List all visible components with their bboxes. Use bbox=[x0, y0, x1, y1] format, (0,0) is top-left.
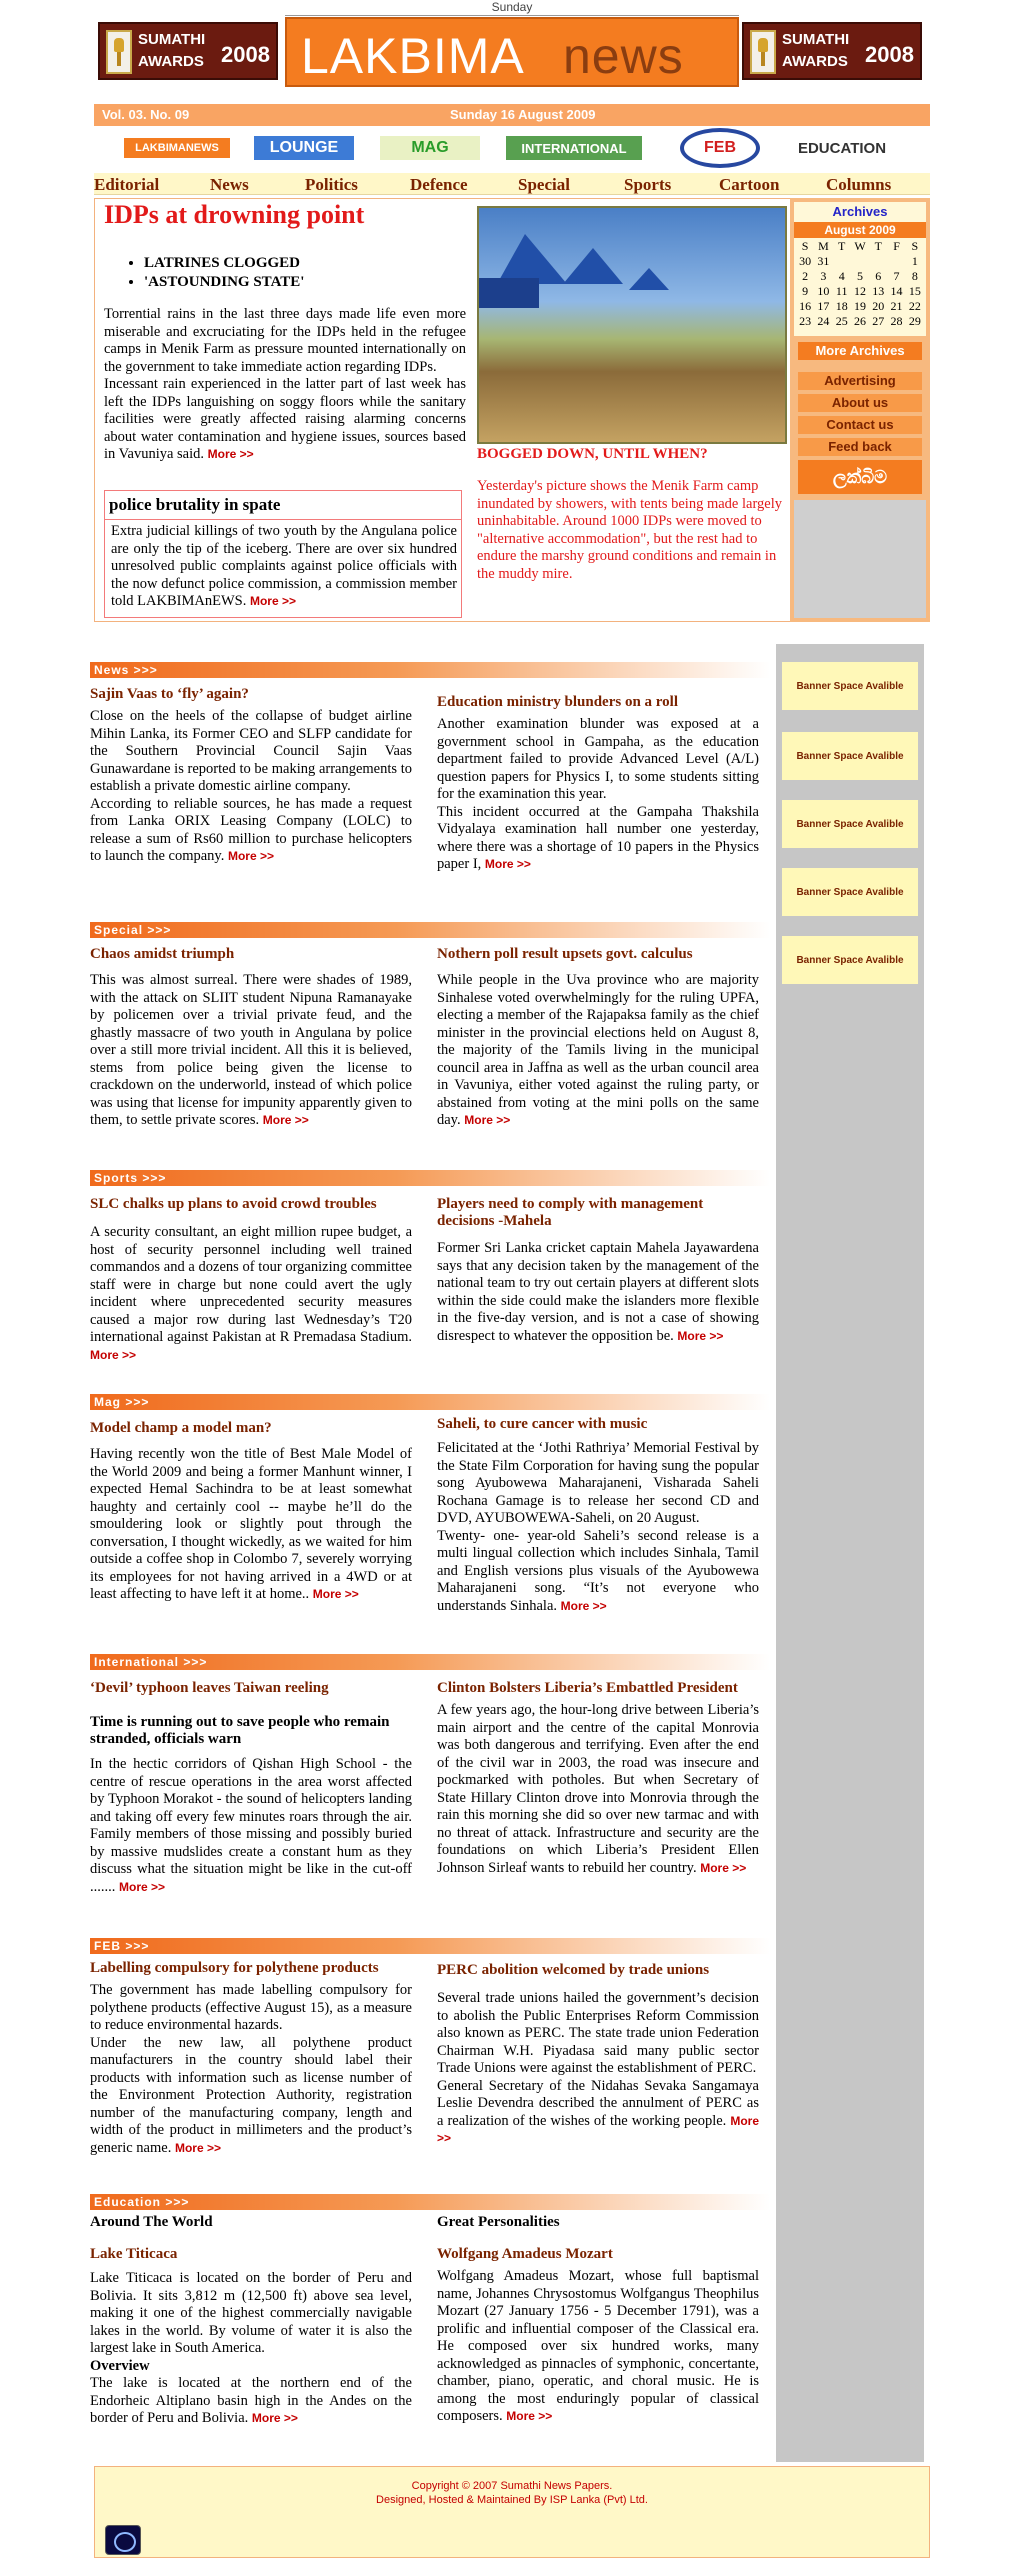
calendar-day[interactable]: 24 bbox=[817, 314, 830, 328]
section-bar-news[interactable] bbox=[90, 662, 770, 678]
lead-more-link[interactable]: More >> bbox=[207, 447, 254, 461]
section-bar-international[interactable] bbox=[90, 1654, 770, 1670]
article-headline[interactable]: Saheli, to cure cancer with music bbox=[437, 1416, 648, 1432]
section-label: Sports >>> bbox=[94, 1171, 167, 1185]
article-headline[interactable]: Players need to comply with management decisions -Mahela bbox=[437, 1196, 704, 1229]
calendar-day[interactable]: 29 bbox=[908, 314, 921, 328]
masthead-sunday: Sunday bbox=[285, 0, 739, 16]
calendar-day[interactable]: 23 bbox=[799, 314, 812, 328]
calendar-day[interactable]: 31 bbox=[817, 254, 830, 268]
article-paragraph: This incident occurred at the Gampaha Thakshila Vidyalaya examination hall number one yesterday, where there was a shortage of 10 papers in the Physics paper I, bbox=[437, 803, 759, 872]
feedback-link[interactable]: Feed back bbox=[798, 438, 922, 456]
advertising-link[interactable]: Advertising bbox=[798, 372, 922, 390]
article-headline[interactable]: Education ministry blunders on a roll bbox=[437, 694, 679, 710]
weekday-label: S bbox=[911, 239, 919, 253]
lakbima-news-logo-link[interactable]: LAKBIMANEWS bbox=[124, 138, 230, 158]
article-paragraph: Another examination blunder was exposed at a government school in Gampaha, as the education department failed to provide Advanced Level (A/L) question papers for Physics I, to some students sitting for the examination this year. bbox=[437, 716, 759, 802]
masthead-word-lakbima: LAKBIMA bbox=[301, 28, 525, 84]
calendar-day[interactable]: 25 bbox=[835, 314, 848, 328]
article-body bbox=[437, 972, 759, 1130]
article-paragraph: The lake is located at the northern end of the Endorheic Altiplano basin high in the Andes on the border of Peru and Bolivia. bbox=[90, 2375, 412, 2426]
police-brutality-box bbox=[104, 490, 462, 618]
nav-editorial[interactable]: Editorial bbox=[94, 175, 160, 194]
article-body bbox=[437, 2268, 759, 2426]
article-body bbox=[90, 1756, 412, 1896]
calendar-day[interactable]: 11 bbox=[835, 284, 848, 298]
section-bar-special[interactable] bbox=[90, 922, 770, 938]
article-paragraph: This was almost surreal. There were shades of 1989, with the attack on SLIIT student Nipuna Ramanayake by policemen over a trivial private feud, and the ghastly massacre of two youth in Angulana by police over a still more trivial incident. All this it is believed, stems from police being given the license to crackdown on the underworld, instead of which police was using that license for impunity apparently given to them, to settle private scores. bbox=[90, 972, 412, 1128]
article-paragraph: Close on the heels of the collapse of budget airline Mihin Lanka, its Former CEO and SLFP candidate for the Southern Provincial Council Sajin Vaas Gunawardane is reported to be making arrangements to establish a private domestic airline company. bbox=[90, 708, 412, 794]
contact-us-link[interactable]: Contact us bbox=[798, 416, 922, 434]
feb-logo-link[interactable]: FEB bbox=[680, 128, 760, 168]
weekday-label: S bbox=[801, 239, 809, 253]
photo-heading: BOGGED DOWN, UNTIL WHEN? bbox=[477, 446, 708, 462]
isp-lanka-logo-icon[interactable] bbox=[105, 2525, 141, 2555]
calendar-day[interactable]: 4 bbox=[838, 269, 845, 283]
section-bar-education[interactable] bbox=[90, 2194, 770, 2210]
international-logo-link[interactable]: INTERNATIONAL bbox=[506, 136, 642, 160]
article-paragraph: According to reliable sources, he has made a request from Lanka ORIX Leasing Company (LOLC) to release a sum of Rs60 million to purchase helicopters to launch the company. bbox=[90, 795, 412, 864]
lead-bullet: • 'ASTOUNDING STATE' bbox=[144, 273, 304, 292]
more-link[interactable]: More >> bbox=[262, 1113, 309, 1127]
more-link[interactable]: More >> bbox=[506, 2409, 553, 2423]
article-body bbox=[90, 708, 412, 866]
archives-title[interactable]: Archives bbox=[832, 204, 888, 219]
nav-defence[interactable]: Defence bbox=[410, 175, 468, 194]
section-label: Mag >>> bbox=[94, 1395, 150, 1409]
award-line1: SUMATHI bbox=[782, 31, 850, 48]
calendar-day bbox=[833, 254, 851, 269]
article-paragraph: General Secretary of the Nidahas Sevaka Sangamaya Leslie Devendra described the annulment of PERC as a realization of the wishes of the working people. bbox=[437, 2077, 759, 2129]
article-body bbox=[437, 716, 759, 874]
flooded-camp-photo[interactable] bbox=[477, 206, 787, 444]
mag-logo-link[interactable]: MAG bbox=[380, 136, 480, 160]
spate-text: Extra judicial killings of two youth by the Angulana police are only the tip of the iceberg. There are over six hundred unresolved public complaints against police officials with the now defunct police commission, a commission member told LAKBIMAnEWS. bbox=[111, 523, 457, 609]
section-label: International >>> bbox=[94, 1655, 208, 1669]
more-link[interactable]: More >> bbox=[251, 2411, 298, 2425]
article-paragraph: Having recently won the title of Best Male Model of the World 2009 and being a former Manhunt winner, I expected Hemal Sachindra to be at least somewhat haughty and certainly cool -- maybe he’ll do the smouldering look or slightly pout through the conversation, I thought wickedly, as we waited for him outside a coffee shop in Colombo 7, severely worrying its employees for not having arrived in a 4WD or at least affecting to have left it at home.. bbox=[90, 1446, 412, 1602]
calendar-day[interactable]: 12 bbox=[853, 284, 866, 298]
footer bbox=[94, 2466, 930, 2558]
article-paragraph: Former Sri Lanka cricket captain Mahela Jayawardena says that any decision taken by the management of the national team to try out certain players at different slots within the side could make the islanders more flexible in the five-day version, and is not a case of showing disrespect to whatever the opposition be. bbox=[437, 1240, 759, 1344]
article-paragraph: Felicitated at the ‘Jothi Rathriya’ Memorial Festival by the State Film Corporation for having sung the popular song Ayubowewa Maharajaneni, Visharada Saheli Rochana Gamage is to release her second CD and DVD, AYUBOWEWA-Saheli, on 20 August. bbox=[437, 1440, 759, 1526]
spate-more-link[interactable]: More >> bbox=[249, 594, 296, 608]
calendar-day[interactable]: 19 bbox=[853, 299, 866, 313]
section-label: Education >>> bbox=[94, 2195, 190, 2209]
calendar-day[interactable]: 16 bbox=[799, 299, 812, 313]
tent-shape bbox=[497, 234, 567, 284]
award-year: 2008 bbox=[221, 42, 270, 67]
article-paragraph: A few years ago, the hour-long drive between Liberia’s main airport and the centre of the capital Monrovia was both dangerous and terrifying. Even after the end of the civil war in 2003, the road was insecure and pockmarked with potholes. But when Secretary of State Hillary Clinton drove into Monrovia through the rain this morning she did so over new tarmac and with no threat of attack. Infrastructure and security are the foundations on which Liberia’s President Ellen Johnson Sirleaf wants to rebuild her country. bbox=[437, 1702, 759, 1876]
weekday-label: T bbox=[874, 239, 882, 253]
article-headline[interactable]: ‘Devil’ typhoon leaves Taiwan reeling bbox=[90, 1680, 329, 1696]
article-paragraph: Several trade unions hailed the government’s decision to abolish the Public Enterprises Reform Commission also known as PERC. The state trade union Federation Chairman W.H. Piyadasa said many public sector Trade Unions were against the establishment of PERC. bbox=[437, 1990, 759, 2076]
award-line2: AWARDS bbox=[782, 53, 848, 70]
calendar-day[interactable]: 22 bbox=[908, 299, 921, 313]
calendar-day[interactable]: 10 bbox=[817, 284, 830, 298]
issue-bar bbox=[94, 104, 930, 126]
lounge-logo-link[interactable]: LOUNGE bbox=[254, 136, 354, 160]
article-headline[interactable]: PERC abolition welcomed by trade unions bbox=[437, 1962, 710, 1978]
credits-line[interactable]: Designed, Hosted & Maintained By ISP Lanka (Pvt) Ltd. bbox=[376, 2494, 648, 2506]
calendar-day[interactable]: 14 bbox=[890, 284, 903, 298]
article-paragraph: While people in the Uva province who are majority Sinhalese voted overwhelmingly for the ruling UPFA, electing a member of the Rajapaksa family as the chief minister in the provincial elections held on August 8, the majority of the Tamils living in the municipal council area in Jaffna as well as the urban council area in Vavuniya, either voted against the ruling party, or abstained from voting at the mini polls on the same day. bbox=[437, 972, 759, 1128]
right-panel bbox=[790, 198, 930, 622]
calendar-month: August 2009 bbox=[794, 222, 926, 238]
calendar-day[interactable]: 7 bbox=[893, 269, 900, 283]
article-kicker: Great Personalities bbox=[437, 2214, 560, 2230]
more-link[interactable]: More >> bbox=[174, 2140, 221, 2155]
calendar-day[interactable]: 8 bbox=[911, 269, 918, 283]
calendar-day[interactable]: 6 bbox=[875, 269, 882, 283]
more-archives-button[interactable]: More Archives bbox=[798, 342, 922, 360]
award-line1: SUMATHI bbox=[138, 31, 206, 48]
more-link[interactable]: More >> bbox=[119, 1879, 166, 1894]
calendar-day[interactable]: 3 bbox=[820, 269, 827, 283]
section-label: News >>> bbox=[94, 663, 158, 677]
lead-bullet: • LATRINES CLOGGED bbox=[144, 254, 304, 273]
archive-calendar bbox=[794, 202, 926, 336]
sumathi-awards-badge-left[interactable] bbox=[98, 22, 278, 80]
more-link[interactable]: More >> bbox=[464, 1113, 511, 1127]
nav-news[interactable]: News bbox=[210, 175, 249, 194]
calendar-day[interactable]: 27 bbox=[872, 314, 885, 328]
spate-title[interactable]: police brutality in spate bbox=[109, 495, 281, 514]
lead-paragraph: Torrential rains in the last three days made life even more miserable and excruciating for the IDPs held in the refugee camps in Menik Farm as pressure mounted internationally on the government to take immediate action regarding IDPs. bbox=[104, 306, 466, 375]
weekday-label: F bbox=[893, 239, 900, 253]
article-subheadline: Time is running out to save people who remain stranded, officials warn bbox=[90, 1714, 390, 1747]
article-headline[interactable]: Labelling compulsory for polythene products bbox=[90, 1960, 379, 1976]
section-label: Special >>> bbox=[94, 923, 172, 937]
section-bar-mag[interactable] bbox=[90, 1394, 770, 1410]
calendar-day[interactable]: 13 bbox=[872, 284, 885, 298]
banner-ad-slot[interactable]: Banner Space Avalible bbox=[782, 936, 918, 984]
education-logo-link[interactable]: EDUCATION bbox=[790, 136, 894, 160]
tent-shape bbox=[479, 278, 539, 308]
article-paragraph: Under the new law, all polythene product manufacturers in the country should label their products with information such as license number of the Environment Protection Authority, registration number of the manufacturing company, length and width of the product in millimeters and the product’s generic name. bbox=[90, 2034, 412, 2156]
more-link[interactable]: More >> bbox=[227, 849, 275, 863]
calendar-day[interactable]: 28 bbox=[890, 314, 903, 328]
masthead-word-news: news bbox=[563, 28, 684, 84]
lead-bullets bbox=[124, 254, 304, 292]
article-body bbox=[90, 2270, 412, 2428]
article-paragraph: A security consultant, an eight million rupee budget, a host of security personnel including well trained commandos and a dozens of tour organizing committee staff were in charge but none could avert the ugly incident where unprecedented security measures caused a major row during last Wednesday’s T20 international against Pakistan at R Premadasa Stadium. bbox=[90, 1224, 412, 1345]
masthead-logo bbox=[285, 17, 739, 87]
more-link[interactable]: More >> bbox=[700, 1860, 747, 1875]
article-paragraph: Lake Titicaca is located on the border of Peru and Bolivia. It sits 3,812 m (12,500 ft) above sea level, making it one of the highest commercially navigable lakes in the world. By volume of water it is also the largest lake in South America. bbox=[90, 2270, 412, 2356]
article-kicker: Around The World bbox=[90, 2214, 213, 2230]
calendar-day[interactable]: 17 bbox=[817, 299, 830, 313]
weekday-label: M bbox=[818, 239, 829, 253]
lead-paragraph: Incessant rain experienced in the latter part of last week has left the IDPs languishing on soggy floors while the sanitary facilities were greatly affected raising alarming concerns about water contamination and hygiene issues, sources based in Vavuniya said. bbox=[104, 376, 466, 462]
article-headline[interactable]: Nothern poll result upsets govt. calculus bbox=[437, 946, 693, 962]
copyright-line[interactable]: Copyright © 2007 Sumathi News Papers. bbox=[411, 2480, 613, 2492]
lakbima-sinhala-logo[interactable]: ලක්බිම bbox=[798, 460, 922, 494]
calendar-day[interactable]: 30 bbox=[799, 254, 812, 268]
nav-sports[interactable]: Sports bbox=[624, 175, 672, 194]
calendar-day[interactable]: 2 bbox=[802, 269, 809, 283]
trophy-icon bbox=[750, 30, 776, 74]
article-headline[interactable]: Model champ a model man? bbox=[90, 1420, 272, 1436]
calendar-day[interactable]: 26 bbox=[853, 314, 866, 328]
nav-columns[interactable]: Columns bbox=[826, 175, 892, 194]
award-line2: AWARDS bbox=[138, 53, 204, 70]
main-nav bbox=[94, 173, 930, 195]
banner-ad-slot[interactable]: Banner Space Avalible bbox=[782, 662, 918, 710]
calendar-day[interactable]: 5 bbox=[856, 269, 863, 283]
article-subheading: Overview bbox=[90, 2357, 150, 2374]
panel-filler bbox=[794, 500, 926, 618]
article-paragraph: The government has made labelling compulsory for polythene products (effective August 15), as a measure to reduce environmental hazards. bbox=[90, 1982, 412, 2033]
tent-shape bbox=[629, 268, 669, 290]
divider bbox=[105, 519, 461, 520]
lead-body bbox=[104, 306, 466, 464]
calendar-day[interactable]: 1 bbox=[911, 254, 918, 268]
banner-ad-slot[interactable]: Banner Space Avalible bbox=[782, 732, 918, 780]
article-paragraph: Twenty- one- year-old Saheli’s second release is a multi lingual collection which includes Sinhala, Tamil and English versions plus visuals of the Ayubowewa Maharajaneni song. “It’s not everyone who understands Sinhala. bbox=[437, 1527, 759, 1614]
calendar-day[interactable]: 15 bbox=[908, 284, 921, 298]
nav-cartoon[interactable]: Cartoon bbox=[719, 175, 780, 194]
more-link[interactable]: More >> bbox=[560, 1598, 607, 1613]
issue-date: Sunday 16 August 2009 bbox=[450, 107, 596, 122]
more-link[interactable]: More >> bbox=[677, 1328, 724, 1343]
article-headline[interactable]: Sajin Vaas to ‘fly’ again? bbox=[90, 686, 249, 702]
section-bar-feb[interactable] bbox=[90, 1938, 770, 1954]
article-headline[interactable]: Chaos amidst triumph bbox=[90, 946, 235, 962]
calendar-day[interactable]: 21 bbox=[890, 299, 903, 313]
article-body bbox=[90, 1224, 412, 1364]
article-headline[interactable]: SLC chalks up plans to avoid crowd troubles bbox=[90, 1196, 377, 1212]
banner-ad-slot[interactable]: Banner Space Avalible bbox=[782, 800, 918, 848]
more-link[interactable]: More >> bbox=[437, 2113, 759, 2145]
article-body bbox=[437, 1990, 759, 2148]
article-body bbox=[437, 1240, 759, 1345]
weekday-label: T bbox=[838, 239, 846, 253]
article-body bbox=[90, 1446, 412, 1604]
article-headline[interactable]: Wolfgang Amadeus Mozart bbox=[437, 2246, 613, 2262]
award-year: 2008 bbox=[865, 42, 914, 67]
section-bar-sports[interactable] bbox=[90, 1170, 770, 1186]
footer-copyright bbox=[95, 2479, 929, 2507]
masthead[interactable] bbox=[285, 0, 739, 96]
article-paragraph: In the hectic corridors of Qishan High School - the centre of rescue operations in the area worst affected by Typhoon Morakot - the sound of helicopters landing and taking off every few minutes roars through the air. Family members of those missing and possibly buried by massive mudslides create a constant hum as they discuss what the situation might be like in the cut-off ....... bbox=[90, 1756, 412, 1895]
article-body bbox=[90, 1982, 412, 2157]
calendar-day bbox=[851, 254, 869, 269]
award-text bbox=[138, 29, 205, 73]
calendar-day[interactable]: 20 bbox=[872, 299, 885, 313]
section-label: FEB >>> bbox=[94, 1939, 150, 1953]
sumathi-awards-badge-right[interactable] bbox=[742, 22, 922, 80]
nav-special[interactable]: Special bbox=[518, 175, 570, 194]
lead-headline[interactable]: IDPs at drowning point bbox=[104, 200, 365, 229]
article-headline[interactable]: Lake Titicaca bbox=[90, 2246, 178, 2262]
award-text bbox=[782, 29, 849, 73]
calendar-grid bbox=[796, 239, 924, 329]
article-body bbox=[437, 1440, 759, 1615]
calendar-day bbox=[887, 254, 905, 269]
about-us-link[interactable]: About us bbox=[798, 394, 922, 412]
more-link[interactable]: More >> bbox=[90, 1347, 137, 1362]
tent-shape bbox=[563, 248, 623, 284]
volume-number: Vol. 03. No. 09 bbox=[102, 107, 190, 122]
photo-caption: Yesterday's picture shows the Menik Farm camp inundated by showers, with tents being made largely uninhabitable. Around 1000 IDPs were moved to "alternative accommodation", but the rest had to endure the marshy ground conditions and remain in the muddy mire. bbox=[477, 478, 782, 582]
ad-sidebar bbox=[776, 644, 924, 2462]
calendar-day[interactable]: 18 bbox=[835, 299, 848, 313]
spate-body bbox=[111, 523, 457, 611]
article-body bbox=[437, 1702, 759, 1877]
calendar-day[interactable]: 9 bbox=[802, 284, 809, 298]
trophy-icon bbox=[106, 30, 132, 74]
weekday-label: W bbox=[854, 239, 866, 253]
banner-ad-slot[interactable]: Banner Space Avalible bbox=[782, 868, 918, 916]
article-body bbox=[90, 972, 412, 1130]
calendar-day bbox=[869, 254, 887, 269]
more-link[interactable]: More >> bbox=[484, 857, 531, 871]
nav-politics[interactable]: Politics bbox=[305, 175, 358, 194]
article-paragraph: Wolfgang Amadeus Mozart, whose full baptismal name, Johannes Chrysostomus Wolfgangus Theophilus Mozart (27 January 1756 - 5 December 1791), was a prolific and influential composer of the Classical era. He composed over six hundred works, many acknowledged as pinnacles of symphonic, concertante, chamber, piano, operatic, and choral music. He is among the most enduringly popular of classical composers. bbox=[437, 2268, 759, 2424]
article-headline[interactable]: Clinton Bolsters Liberia’s Embattled President bbox=[437, 1680, 738, 1696]
more-link[interactable]: More >> bbox=[312, 1587, 359, 1601]
